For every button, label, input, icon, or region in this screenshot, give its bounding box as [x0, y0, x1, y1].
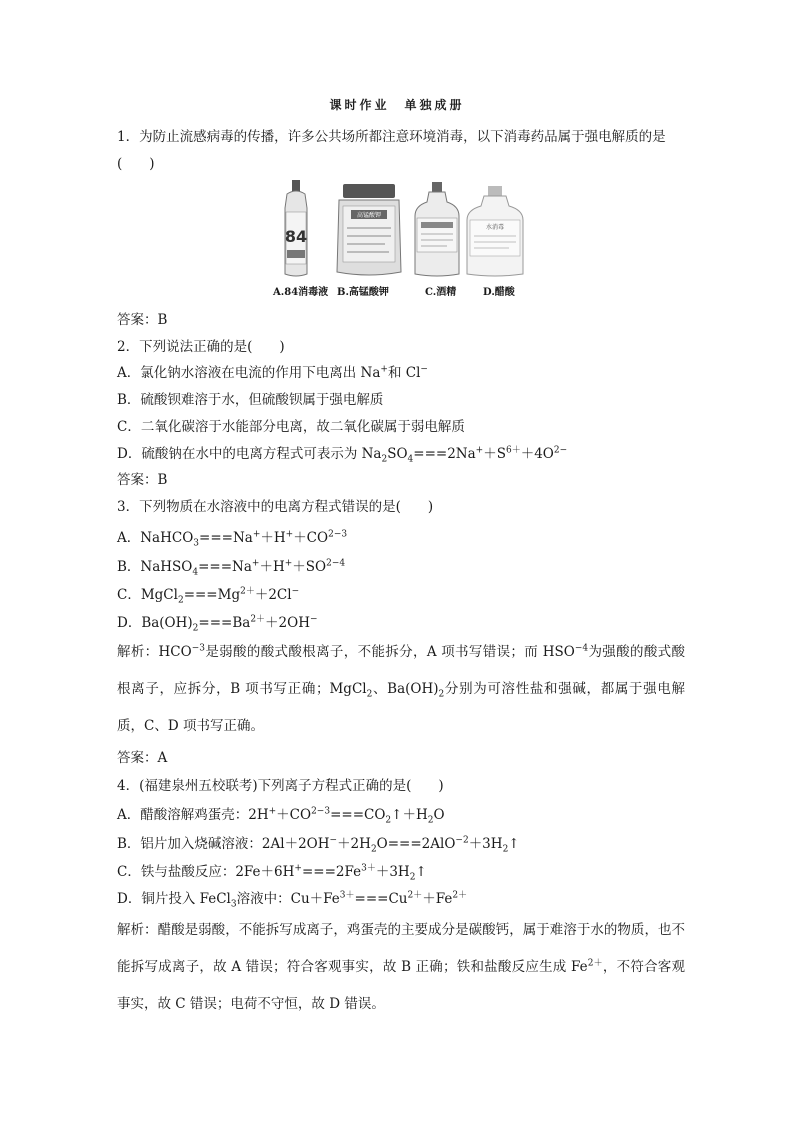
question-3-answer: 答案：A	[117, 750, 168, 766]
question-4-option-d: D．铜片投入 FeCl$_3$溶液中：$Cu+Fe^{3+}===Cu^{2+}+Fe^{2+}$	[117, 890, 468, 910]
question-2-stem: 2．下列说法正确的是( )	[117, 339, 285, 355]
bottle-84-label: 84	[284, 227, 308, 246]
question-3-option-d: D．$Ba(OH)_2===Ba^{2+}+2OH^-$	[117, 614, 318, 634]
jar-kmno4-icon	[337, 184, 401, 275]
caption-b: B.高锰酸钾	[337, 287, 389, 298]
jar-kmno4-label: 高锰酸钾	[356, 212, 382, 219]
question-4-stem: 4．(福建泉州五校联考)下列离子方程式正确的是( )	[117, 778, 444, 794]
question-4-option-c: C．铁与盐酸反应：$2Fe+6H^+===2Fe^{3+}+3H_2↑$	[117, 863, 427, 883]
bottle-84-icon	[285, 180, 307, 276]
question-3-option-b: B．$NaHSO_4===Na^++H^++SO^{2-4}$	[117, 558, 346, 578]
question-4-option-a: A．醋酸溶解鸡蛋壳：$2H^++CO^{2-3}===CO_2↑+H_2O$	[117, 806, 445, 826]
question-1-answer: 答案：B	[117, 312, 168, 328]
question-3-option-c: C．$MgCl_2===Mg^{2+}+2Cl^-$	[117, 586, 300, 606]
question-2-option-b: B．硫酸钡难溶于水，但硫酸钡属于强电解质	[117, 392, 384, 408]
question-4-explanation: 解析：醋酸是弱酸，不能拆写成离子，鸡蛋壳的主要成分是碳酸钙，属于难溶于水的物质，也不能拆写成离子，故 A 错误；符合客观事实，故 B 正确；铁和盐酸反应生成 $Fe^{2+}$，不符合客观事实，故 C 错误；电荷不守恒，故 D 错误。	[117, 922, 686, 1012]
question-2-answer: 答案：B	[117, 472, 168, 488]
disinfectant-bottles-image	[265, 176, 530, 280]
page-header: 课时作业 单独成册	[329, 98, 465, 112]
caption-d: D.醋酸	[483, 287, 515, 298]
question-3-explanation: 解析：$HCO^{-3}$是弱酸的酸式酸根离子，不能拆分，A 项书写错误；而 $HSO^{-4}$为强酸的酸式酸根离子，应拆分，B 项书写正确；MgCl$_2$、$Ba(OH)_2$分别为可溶性盐和强碱，都属于强电解质，C、D 项书写正确。	[117, 643, 686, 734]
question-2-option-c: C．二氧化碳溶于水能部分电离，故二氧化碳属于弱电解质	[117, 419, 465, 435]
question-3-option-a: A．$NaHCO_3===Na^++H^++CO^{2-3}$	[117, 529, 348, 549]
question-2-option-d: D．硫酸钠在水中的电离方程式可表示为 $Na_2SO_4===2Na^++S^{6+}+4O^{2-}$	[117, 445, 568, 465]
caption-a: A.84消毒液	[273, 287, 329, 298]
question-1-stem: 1．为防止流感病毒的传播，许多公共场所都注意环境消毒，以下消毒药品属于强电解质的是( )	[117, 129, 666, 172]
bottle-acetic-acid-label: 水消毒	[485, 224, 505, 231]
question-4-option-b: B．铝片加入烧碱溶液：$2Al+2OH^-+2H_2O===2AlO^{-2}+3H_2↑$	[117, 835, 520, 855]
question-3-stem: 3．下列物质在水溶液中的电离方程式错误的是( )	[117, 499, 434, 515]
caption-c: C.酒精	[425, 287, 457, 298]
question-2-option-a: A．氯化钠水溶液在电流的作用下电离出 Na+和 Cl−	[117, 364, 428, 381]
bottle-alcohol-icon	[415, 182, 459, 276]
question-1-figure	[265, 176, 530, 300]
bottle-acetic-acid-icon	[467, 186, 523, 276]
